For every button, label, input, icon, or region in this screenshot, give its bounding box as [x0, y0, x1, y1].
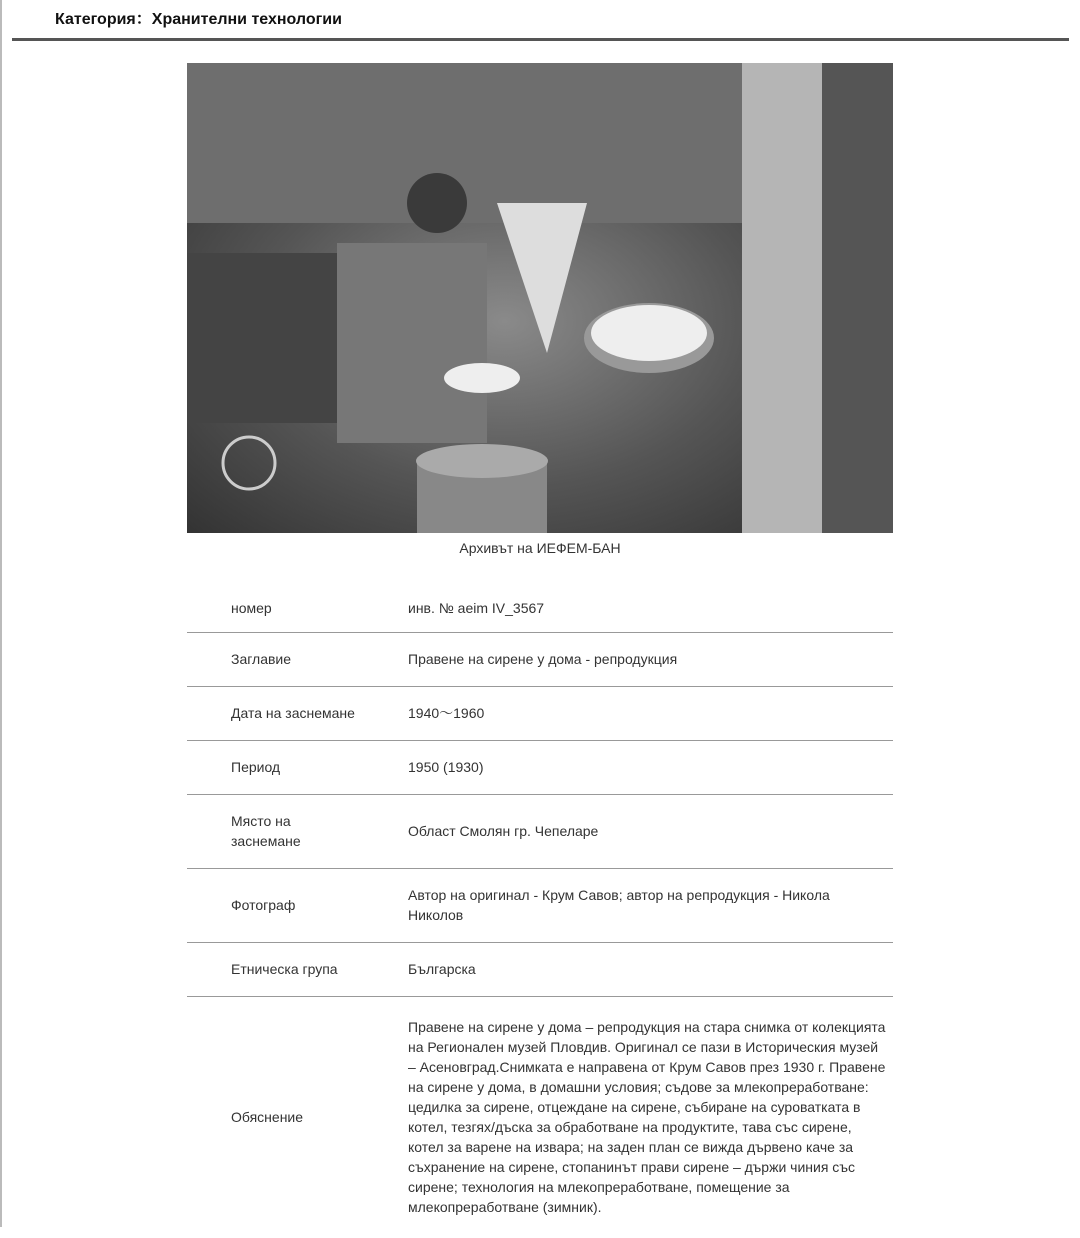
table-row	[187, 942, 893, 996]
table-row	[187, 794, 893, 868]
row-value: Автор на оригинал - Крум Савов; автор на репродукция - Никола Николов	[408, 868, 893, 942]
row-value: Област Смолян гр. Чепеларе	[408, 794, 893, 868]
table-row	[187, 584, 893, 632]
row-label: Период	[187, 740, 408, 794]
table-row	[187, 868, 893, 942]
row-value: Българска	[408, 942, 893, 996]
row-label: Място на заснемане	[187, 794, 408, 868]
row-value: инв. № aeim IV_3567	[408, 584, 893, 632]
row-label: Етническа група	[187, 942, 408, 996]
metadata-table	[187, 584, 893, 1238]
row-label: Обяснение	[231, 1109, 304, 1126]
archive-photo[interactable]	[187, 63, 893, 533]
table-row	[187, 686, 893, 740]
row-value: Правене на сирене у дома – репродукция на стара снимка от колекцията на Регионален музей Пловдив. Оригинал се пази в Историческия музей – Асеновград.Снимката е направена от Крум Савов през 1930 г. Правене на сирене у дома, в домашни условия; съдове за млекопреработване: цедилка за сирене, отцеждане на сирене, събиране на суроватката в котел, тезгях/дъска за обработване на продуктите, тава със сирене, котел за варене на извара; на заден план се вижда дървено каче за съхранение на сирене, стопанинът прави сирене – държи чиния със сирене; технология на млекопреработване, помещение за млекопреработване (зимник).	[408, 1019, 886, 1216]
photo-caption: Архивът на ИЕФЕМ-БАН	[459, 540, 621, 556]
table-row	[187, 632, 893, 686]
category-title: Категория：Хранителни технологии	[55, 11, 342, 28]
row-label: Заглавие	[187, 632, 408, 686]
page-edge	[0, 0, 2, 1227]
row-value: Правене на сирене у дома - репродукция	[408, 632, 893, 686]
row-label: номер	[187, 584, 408, 632]
row-value: 1940～1960	[408, 686, 893, 740]
row-value: 1950 (1930)	[408, 740, 893, 794]
photo-illustration	[187, 63, 893, 533]
row-label: Фотограф	[187, 868, 408, 942]
museum-logo-icon	[223, 437, 275, 489]
divider	[12, 38, 1069, 41]
table-row	[187, 740, 893, 794]
row-label: Дата на заснемане	[187, 686, 408, 740]
table-row	[187, 996, 893, 1238]
